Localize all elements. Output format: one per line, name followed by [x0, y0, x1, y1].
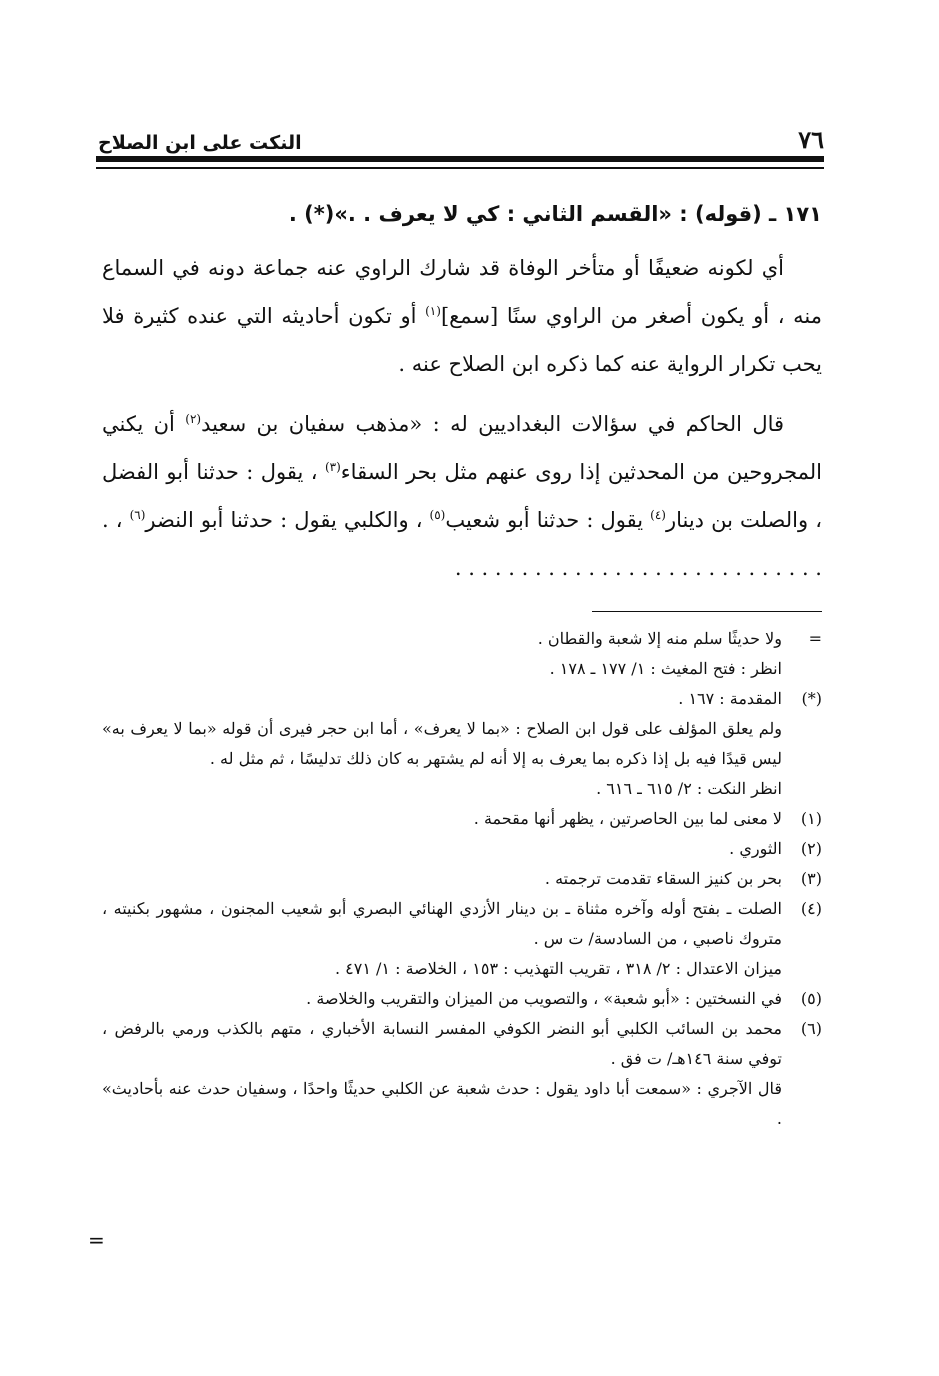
footnote-continued: [102, 624, 822, 684]
footnote-marker: (*): [801, 689, 822, 708]
footnote-6: [102, 1014, 822, 1134]
footnote-1: [102, 804, 822, 834]
paragraph-text: ،: [108, 508, 130, 532]
page-number: ٧٦: [798, 125, 824, 154]
footnote-marker: (١): [800, 809, 822, 828]
header-rule-thin: [96, 167, 824, 169]
paragraph-1: [102, 244, 822, 388]
footnote-ref: (٤): [650, 508, 666, 522]
footnote-4: [102, 894, 822, 984]
footnote-ref: (٣): [324, 460, 341, 474]
continuation-mark: =: [88, 1228, 105, 1252]
ellipsis-dots: . . . . . . . . . . . . . . . . . . . . . . . . . . . . .: [102, 508, 822, 580]
footnote-line: ولم يعلق المؤلف على قول ابن الصلاح : «بما لا يعرف» ، أما ابن حجر فيرى أن قوله «بما لا يعرف به» ليس قيدًا فيه بل إذا ذكره بما يعرف به إلا أنه لم يشتهر به كان ذلك تدليسًا ، ثم مثل له .: [102, 719, 782, 768]
footnote-text: الثوري .: [729, 839, 782, 858]
footnote-line: انظر : فتح المغيث : ١/ ١٧٧ ـ ١٧٨ .: [549, 659, 782, 678]
footnote-ref: (٥): [429, 508, 446, 522]
footnote-line: ميزان الاعتدال : ٢/ ٣١٨ ، تقريب التهذيب : ١٥٣ ، الخلاصة : ١/ ٤٧١ .: [334, 959, 782, 978]
footnote-text: [102, 894, 782, 984]
footnote-marker: (٥): [800, 989, 822, 1008]
footnote-line: الصلت ـ بفتح أوله وآخره مثناة ـ بن دينار الأزدي الهنائي البصري أبو شعيب المجنون ، مشهور بكنيته ، متروك ناصبي ، من السادسة/ ت س .: [102, 899, 782, 948]
footnote-text: [102, 684, 782, 804]
footnote-text: لا معنى لما بين الحاصرتين ، يظهر أنها مقحمة .: [473, 809, 782, 828]
footnote-marker: (٦): [800, 1019, 822, 1038]
running-title: النكت على ابن الصلاح: [98, 132, 302, 154]
footnote-line: المقدمة : ١٦٧ .: [678, 689, 782, 708]
footnote-separator: [592, 611, 822, 612]
paragraph-text: أي لكونه ضعيفًا أو متأخر الوفاة قد شارك الراوي عنه جماعة دونه في السماع منه ، أو يكون أصغر من الراوي سنًا [سمع]: [102, 256, 822, 328]
paragraph-text: ، يقول : حدثنا أبو الفضل ، والصلت بن دينار: [102, 460, 822, 532]
paragraph-2: [102, 400, 822, 592]
footnote-marker: (٤): [800, 899, 822, 918]
footnote-marker: (٢): [800, 839, 822, 858]
footnote-text: في النسختين : «أبو شعبة» ، والتصويب من الميزان والتقريب والخلاصة .: [306, 989, 782, 1008]
footnote-2: [102, 834, 822, 864]
paragraph-text: يقول : حدثنا أبو شعيب: [445, 508, 651, 532]
footnote-text: [102, 1014, 782, 1134]
footnote-line: انظر النكت : ٢/ ٦١٥ ـ ٦١٦ .: [596, 779, 782, 798]
footnote-marker: (٣): [800, 869, 822, 888]
footnote-text: بحر بن كنيز السقاء تقدمت ترجمته .: [544, 869, 782, 888]
paragraph-text: قال الحاكم في سؤالات البغداديين له : «مذهب سفيان بن سعيد: [201, 412, 785, 436]
footnote-line: ولا حديثًا سلم منه إلا شعبة والقطان .: [537, 629, 782, 648]
footnote-line: محمد بن السائب الكلبي أبو النضر الكوفي المفسر النسابة الأخباري ، متهم بالكذب ورمي بالرفض ، توفي سنة ١٤٦هـ/ ت فق .: [102, 1019, 782, 1068]
header-rule-thick: [96, 156, 824, 162]
footnote-star: [102, 684, 822, 804]
paragraph-text: أن يكني المجروحين من المحدثين إذا روى عنهم مثل بحر السقاء: [102, 412, 822, 484]
page-header: [98, 118, 824, 154]
footnote-ref: (٢): [185, 412, 202, 426]
main-text: [102, 190, 822, 604]
footnote-ref: (١): [425, 304, 441, 318]
paragraph-text: أو تكون أحاديثه التي عنده كثيرة فلا يحب تكرار الرواية عنه كما ذكره ابن الصلاح عنه .: [102, 304, 822, 376]
section-heading: ١٧١ ـ (قوله) : «القسم الثاني : كي لا يعرف . .»(*) .: [288, 202, 822, 226]
footnote-text: [102, 624, 782, 684]
paragraph-text: ، والكلبي يقول : حدثنا أبو النضر: [145, 508, 430, 532]
footnotes: [102, 624, 822, 1134]
footnote-marker: =: [808, 629, 822, 648]
footnote-ref: (٦): [129, 508, 146, 522]
footnote-5: [102, 984, 822, 1014]
footnote-3: [102, 864, 822, 894]
footnote-line: قال الآجري : «سمعت أبا داود يقول : حدث شعبة عن الكلبي حديثًا واحدًا ، وسفيان حدث عنه بأحاديث» .: [102, 1079, 782, 1128]
